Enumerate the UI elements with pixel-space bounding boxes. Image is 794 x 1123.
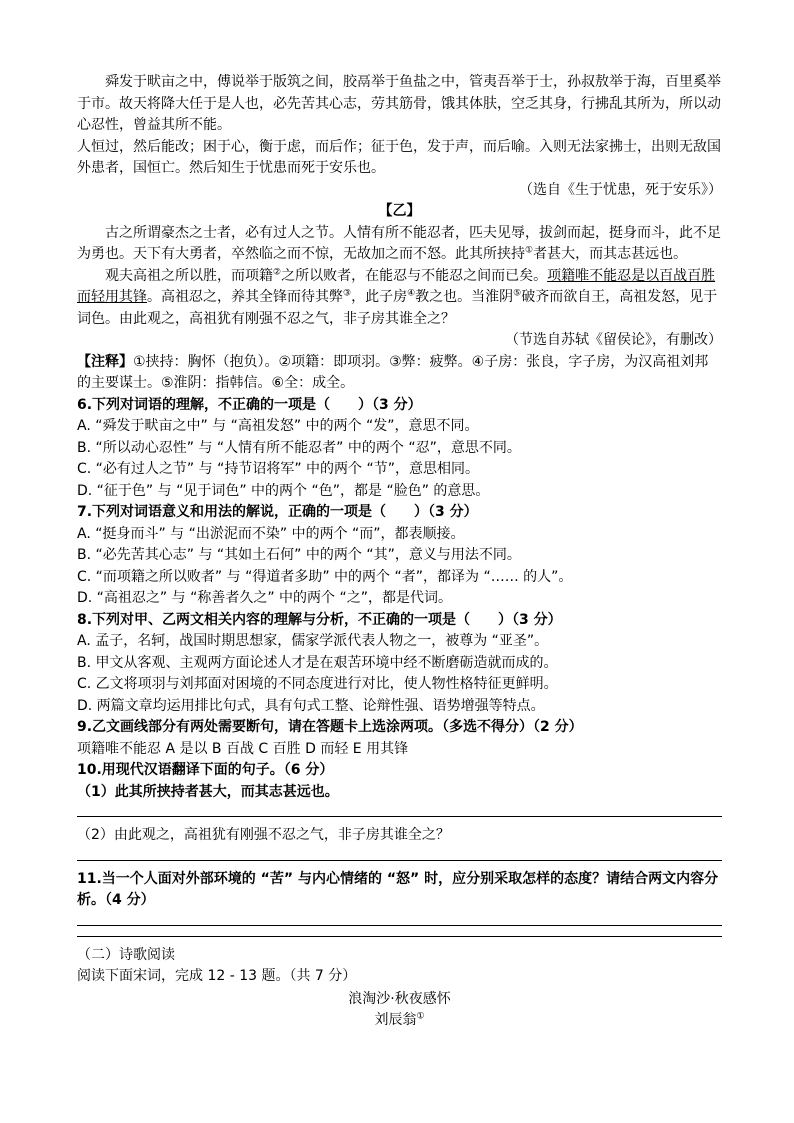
q6-option-c: C. “必有过人之节” 与 “持节诏将军” 中的两个 “节”，意思相同。	[77, 461, 479, 477]
jia-paragraph-1: 舜发于畎亩之中，傅说举于版筑之间，胶鬲举于鱼盐之中，管夷吾举于士，孙叔敖举于海，百里奚举于市。故天将降大任于是人也，必先苦其心志，劳其筋骨，饿其体肤，空乏其身，行拂乱其所为，所以动心忍性，曾益其所不能。	[77, 74, 721, 133]
q11-stem: 11.当一个人面对外部环境的 “苦” 与内心情绪的 “怒” 时，应分别采取怎样的态度？请结合两文内容分析。（4 分）	[77, 870, 719, 908]
yi-source: （节选自苏轼《留侯论》，有删改）	[505, 332, 722, 348]
q6-option-b: B. “所以动心忍性” 与 “人情有所不能忍者” 中的两个 “忍”，意思不同。	[77, 439, 521, 456]
yi-paragraph-2	[77, 266, 722, 331]
answer-line-4	[77, 936, 722, 937]
q10-sentence-1: （1）此其所挟持者甚大，而其志甚远也。	[77, 783, 339, 800]
q10-sentence-2: （2）由此观之，高祖犹有刚强不忍之气，非子房其谁全之？	[77, 827, 450, 843]
note-marker-5: ⑤	[513, 288, 522, 299]
yi-heading: 【乙】	[378, 203, 421, 219]
jia-source: （选自《生于忧患，死于安乐》）	[519, 181, 722, 198]
jia-paragraph-2: 人恒过，然后能改；困于心，衡于虑，而后作；征于色，发于声，而后喻。入则无法家拂士，出则无敌国外患者，国恒亡。然后知生于忧患而死于安乐也。	[77, 138, 721, 176]
q8-option-b: B. 甲文从客观、主观两方面论述人才是在艰苦环境中经不断磨砺造就而成的。	[77, 654, 558, 671]
poem-title: 浪淘沙·秋夜感怀	[348, 990, 451, 1007]
notes-label: 【注释】	[77, 353, 133, 370]
poetry-section-heading: （二）诗歌阅读	[77, 946, 175, 963]
notes	[77, 352, 722, 395]
q8-option-c: C. 乙文将项羽与刘邦面对困境的不同态度进行对比，使人物性格特征更鲜明。	[77, 676, 558, 692]
answer-line-3	[77, 925, 722, 926]
notes-text: ①挟持：胸怀（抱负）。②项籍：即项羽。③弊：疲弊。④子房：张良，字子房，为汉高祖刘邦的主要谋士。⑤淮阴：指韩信。⑥全：成全。	[77, 353, 709, 391]
note-marker-1: ①	[525, 245, 534, 256]
q6-option-d: D. “征于色” 与 “见于词色” 中的两个 “色”，都是 “脸色” 的意思。	[77, 482, 490, 499]
yi-p2-text-e: 教之也。当淮阴	[415, 289, 514, 305]
poetry-instruction: 阅读下面宋词，完成 12 - 13 题。（共 7 分）	[77, 968, 357, 984]
answer-line-2	[77, 860, 722, 861]
yi-p2-text-a: 观夫高祖之所以胜，而项籍	[105, 267, 273, 284]
poem-author-name: 刘辰翁	[374, 1012, 417, 1028]
underlined-passage: 项籍唯不能忍是以百战百胜而轻用其锋	[77, 267, 716, 305]
yi-paragraph-1	[77, 223, 722, 266]
yi-p2-text-f: 破齐而欲自王，高祖发怒，见于词色。由此观之，高祖犹有刚强不忍之气，非子房其谁全之？	[77, 289, 718, 327]
q6-option-a: A. “舜发于畎亩之中” 与 “高祖发怒” 中的两个 “发”，意思不同。	[77, 418, 479, 434]
author-note-marker: ①	[416, 1011, 425, 1022]
yi-p2-text-b: 之所以败者，在能忍与不能忍之间而已矣。	[281, 267, 548, 284]
q8-option-d: D. 两篇文章均运用排比句式，具有句式工整、论辩性强、语势增强等特点。	[77, 697, 545, 714]
q7-option-c: C. “而项籍之所以败者” 与 “得道者多助” 中的两个 “者”，都译为 “…… 的人”。	[77, 568, 573, 585]
q8-stem: 8.下列对甲、乙两文相关内容的理解与分析，不正确的一项是（ ）（3 分）	[77, 611, 562, 628]
yi-p2-text-c: 。高祖忍之，养其全锋而待其弊	[147, 289, 343, 305]
q9-stem: 9.乙文画线部分有两处需要断句，请在答题卡上选涂两项。（多选不得分）（2 分）	[77, 719, 583, 735]
yi-p2-text-d: ，此子房	[351, 289, 408, 305]
q9-options-line: 项籍唯不能忍 A 是以 B 百战 C 百胜 D 而轻 E 用其锋	[77, 740, 409, 757]
q7-option-d: D. “高祖忍之” 与 “称善者久之” 中的两个 “之”，都是代词。	[77, 590, 452, 606]
q6-stem: 6.下列对词语的理解，不正确的一项是（ ）（3 分）	[77, 396, 422, 413]
q8-option-a: A. 孟子，名轲，战国时期思想家，儒家学派代表人物之一，被尊为 “亚圣”。	[77, 633, 549, 649]
note-marker-2: ②	[273, 266, 282, 277]
yi-p1-text-b: 者甚大，而其志甚远也。	[533, 246, 688, 262]
q10-stem: 10.用现代汉语翻译下面的句子。（6 分）	[77, 762, 334, 778]
answer-line-1	[77, 816, 722, 817]
q7-stem: 7.下列对词语意义和用法的解说，正确的一项是（ ）（3 分）	[77, 504, 478, 520]
q7-option-b: B. “必先苦其心志” 与 “其如土石何” 中的两个 “其”，意义与用法不同。	[77, 547, 521, 563]
note-marker-4: ④	[407, 288, 416, 299]
yi-p1-text-a: 古之所谓豪杰之士者，必有过人之节。人情有所不能忍者，匹夫见辱，拔剑而起，挺身而斗，此不足为勇也。天下有大勇者，卒然临之而不惊，无故加之而不怒。此其所挟持	[77, 224, 721, 262]
poem-author	[77, 1010, 722, 1032]
note-marker-3: ③	[343, 288, 352, 299]
q7-option-a: A. “挺身而斗” 与 “出淤泥而不染” 中的两个 “而”，都表顺接。	[77, 525, 465, 542]
exam-page	[77, 72, 722, 1032]
